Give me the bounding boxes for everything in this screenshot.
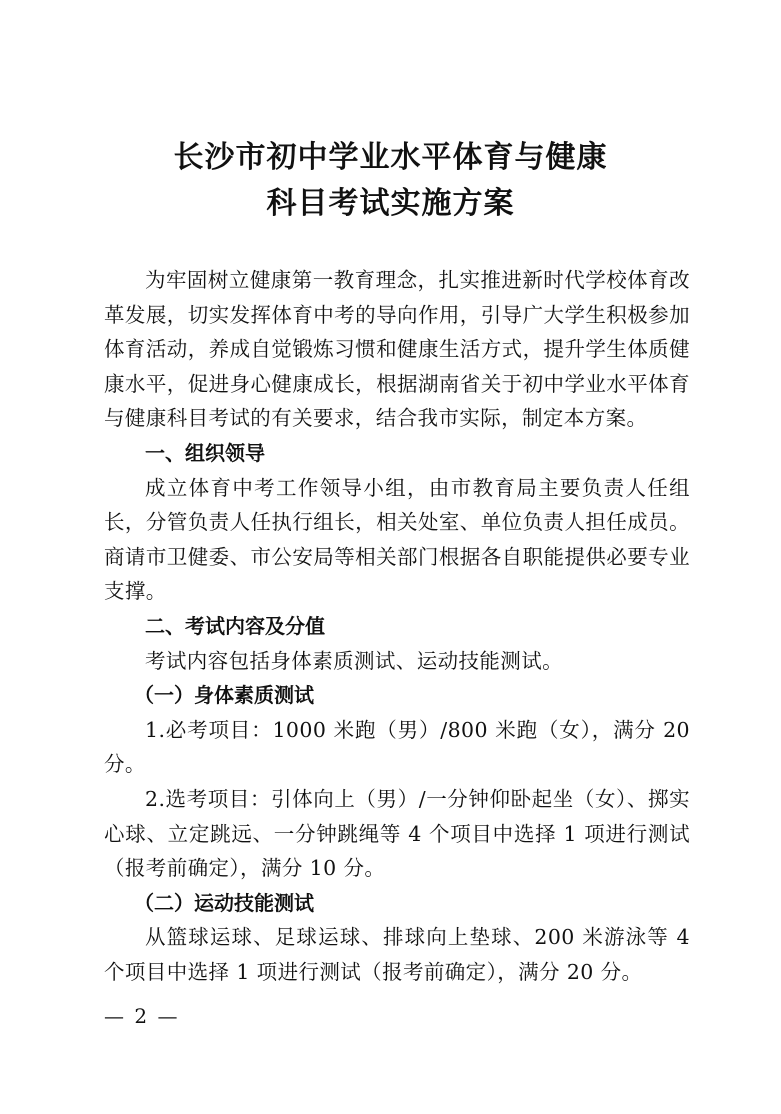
subsection-heading-fitness: （一）身体素质测试 xyxy=(134,683,314,708)
content-paragraph: 考试内容包括身体素质测试、运动技能测试。 xyxy=(145,648,563,673)
document-title-line2: 科目考试实施方案 xyxy=(266,186,515,221)
subsection-heading-skills: （二）运动技能测试 xyxy=(134,890,314,915)
document-body xyxy=(104,263,690,989)
fitness-item-required: 1.必考项目：1000 米跑（男）/800 米跑（女），满分 20 分。 xyxy=(104,717,690,777)
section-heading-content: 二、考试内容及分值 xyxy=(145,613,325,638)
organization-paragraph: 成立体育中考工作领导小组，由市教育局主要负责人任组长，分管负责人任执行组长，相关处室、单位负责人担任成员。商请市卫健委、市公安局等相关部门根据各自职能提供必要专业支撑。 xyxy=(104,475,690,604)
section-heading-organization: 一、组织领导 xyxy=(145,440,265,465)
fitness-item-elective: 2.选考项目：引体向上（男）/一分钟仰卧起坐（女）、掷实心球、立定跳远、一分钟跳绳等 4 个项目中选择 1 项进行测试（报考前确定），满分 10 分。 xyxy=(104,786,690,881)
document-title-line1: 长沙市初中学业水平体育与健康 xyxy=(173,140,608,175)
page-number: — 2 — xyxy=(104,1004,180,1028)
intro-paragraph: 为牢固树立健康第一教育理念，扎实推进新时代学校体育改革发展，切实发挥体育中考的导向作用，引导广大学生积极参加体育活动，养成自觉锻炼习惯和健康生活方式，提升学生体质健康水平，促进身心健康成长，根据湖南省关于初中学业水平体育与健康科目考试的有关要求，结合我市实际，制定本方案。 xyxy=(104,268,690,431)
skills-paragraph: 从篮球运球、足球运球、排球向上垫球、200 米游泳等 4 个项目中选择 1 项进行测试（报考前确定），满分 20 分。 xyxy=(104,925,690,984)
